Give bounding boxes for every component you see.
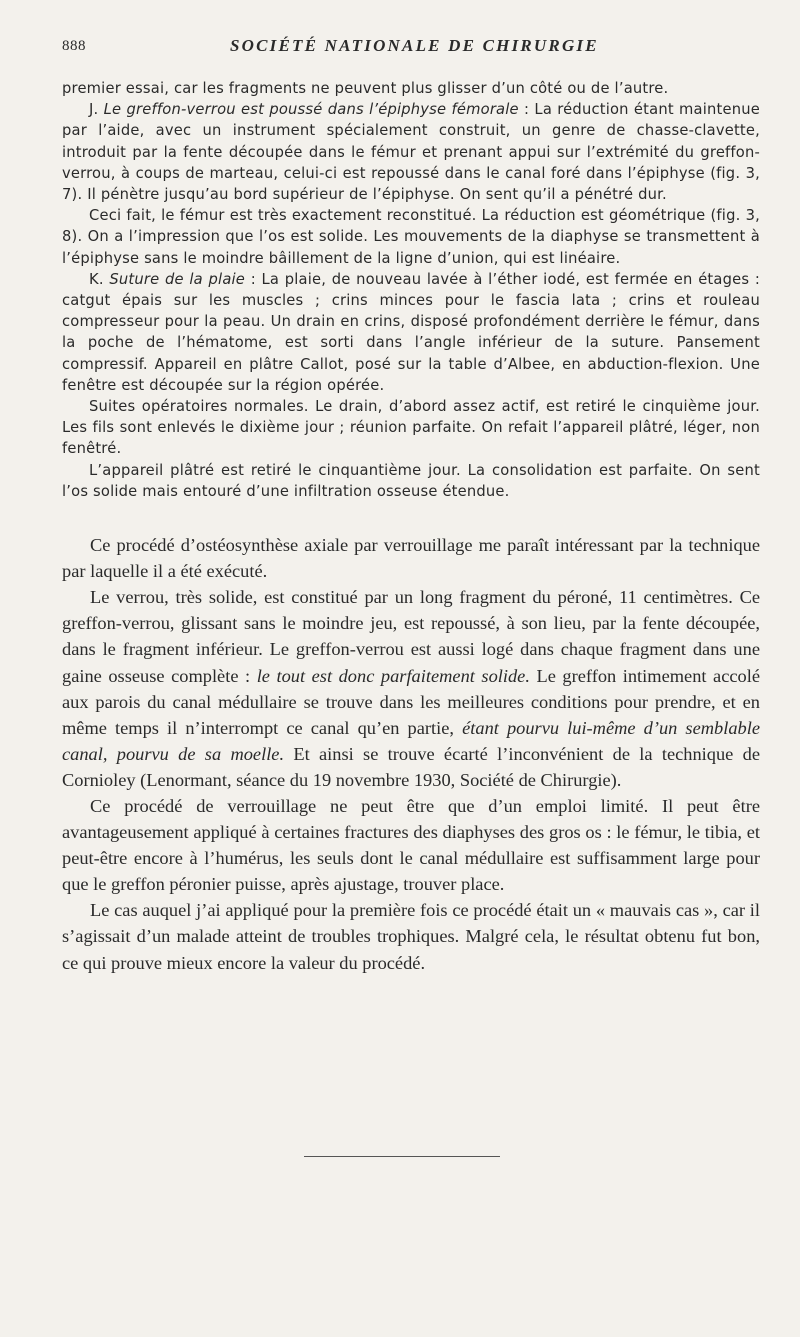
case-report-section <box>62 78 760 502</box>
paragraph-reduction: Ceci fait, le fémur est très exactement reconstitué. La réduction est géométrique (fig. 3, 8). On a l’impression que l’os est solide. Les mouvements de la diaphyse se transmettent à l’épiphyse sans le moindre bâillement de la ligne d’union, qui est linéaire. <box>62 207 760 267</box>
text-run: Et ainsi se trouve écarté l’inconvénient de la technique de Cornioley (Lenormant, séance du 19 novembre 1930, Société de Chirurgie). <box>62 743 760 790</box>
running-head <box>62 34 760 64</box>
paragraph-postoperative: Suites opératoires normales. Le drain, d’abord assez actif, est retiré le cinquième jour. Les fils sont enlevés le dixième jour ; réunion parfaite. On refait l’appareil plâtré, léger, non fenêtré. <box>62 398 760 458</box>
step-body: : La plaie, de nouveau lavée à l’éther iodé, est fermée en étages : catgut épais sur les muscles ; crins minces pour le fascia lata ; crins et rouleau compresseur pour la peau. Un drain en crins, disposé profondément derrière le fémur, dans la poche de l’hématome, est sorti dans l’angle inférieur de la suture. Pansement compressif. Appareil en plâtre Callot, posé sur la table d’Albee, en abduction-flexion. Une fenêtre est découpée sur la région opérée. <box>62 270 761 394</box>
paragraph-consolidation: L’appareil plâtré est retiré le cinquantième jour. La consolidation est parfaite. On sent l’os solide mais entouré d’une infiltration osseuse étendue. <box>62 461 760 500</box>
paragraph-limitations: Ce procédé de verrouillage ne peut être que d’un emploi limité. Il peut être avantageusement appliqué à certaines fractures des diaphyses des gros os : le fémur, le tibia, et peut-être encore à l’humérus, les seuls dont le canal médullaire est suffisamment large pour que le greffon péronier puisse, après ajustage, trouver place. <box>62 796 760 895</box>
step-letter: K. <box>89 270 110 288</box>
journal-title: SOCIÉTÉ NATIONALE DE CHIRURGIE <box>230 36 599 55</box>
end-rule <box>304 1156 500 1157</box>
paragraph-conclusion: Le cas auquel j’ai appliqué pour la première fois ce procédé était un « mauvais cas », car il s’agissait d’un malade atteint de troubles trophiques. Malgré cela, le résultat obtenu fut bon, ce qui prouve mieux encore la valeur du procédé. <box>62 900 760 973</box>
paragraph-step-k <box>62 269 760 396</box>
commentary-section <box>62 532 760 976</box>
paragraph-step-j <box>62 99 760 205</box>
text-run: Le greffon intimement accolé aux parois du canal médullaire se trouve dans les meilleures conditions pour prendre, et en même temps il n’interrompt ce canal qu’en partie, <box>62 665 761 738</box>
emphasis-text: étant pourvu lui-même d’un semblable canal, pourvu de sa moelle. <box>62 717 760 764</box>
step-letter: J. <box>89 101 104 119</box>
emphasis-text: le tout est donc parfaitement solide. <box>256 665 530 686</box>
text-run: Le verrou, très solide, est constitué par un long fragment du péroné, 11 centimètres. Ce greffon-verrou, glissant sans le moindre jeu, est repoussé, à son lieu, par la fente découpée, dans le fragment inférieur. Le greffon-verrou est aussi logé dans chaque fragment dans une gaine osseuse complète : <box>62 587 760 686</box>
paragraph-continuation: premier essai, car les fragments ne peuvent plus glisser d’un côté ou de l’autre. <box>62 80 669 97</box>
paragraph-procedure-intro: Ce procédé d’ostéosynthèse axiale par verrouillage me paraît intéressant par la technique par laquelle il a été exécuté. <box>62 535 760 582</box>
step-heading: Le greffon-verrou est poussé dans l’épiphyse fémorale <box>103 101 519 119</box>
step-heading: Suture de la plaie <box>109 270 246 288</box>
page-number: 888 <box>62 38 86 54</box>
step-body: : La réduction étant maintenue par l’aide, avec un instrument spécialement construit, un genre de chasse-clavette, introduit par la fente découpée dans le fémur et prenant appui sur l’extrémité du greffon-verrou, à coups de marteau, celui-ci est repoussé dans le canal foré dans l’épiphyse (fig. 3, 7). Il pénètre jusqu’au bord supérieur de l’épiphyse. On sent qu’il a pénétré dur. <box>62 101 760 204</box>
paragraph-verrou-description <box>62 584 760 793</box>
